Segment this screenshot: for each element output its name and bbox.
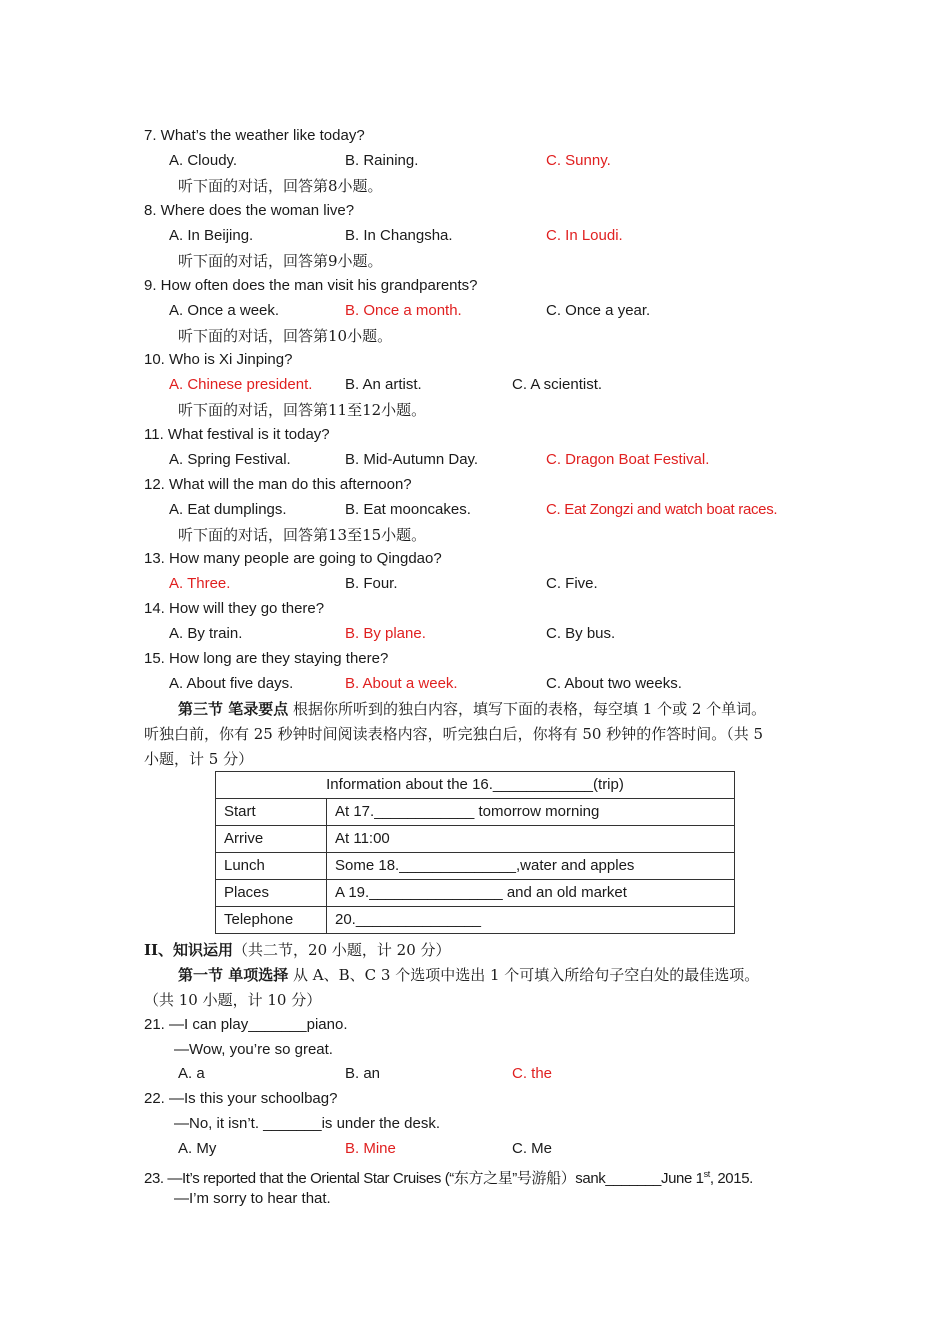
question-23-reply: —I’m sorry to hear that. xyxy=(174,1190,331,1207)
info-table xyxy=(215,771,735,934)
section-3-instructions: 根据你所听到的独白内容，填写下面的表格，每空填 1 个或 2 个单词。 xyxy=(293,700,767,718)
question-21-reply: —Wow, you’re so great. xyxy=(174,1041,333,1058)
option-c: C. Five. xyxy=(546,575,598,592)
option-b-answer: B. About a week. xyxy=(345,675,458,692)
option-b: B. Four. xyxy=(345,575,398,592)
table-value: At 11:00 xyxy=(327,826,735,853)
question-7: 7. What’s the weather like today? xyxy=(144,127,365,144)
direction: 听下面的对话，回答第9小题。 xyxy=(178,252,383,270)
table-row xyxy=(216,799,735,826)
option-b-answer: B. By plane. xyxy=(345,625,426,642)
option-b: B. Raining. xyxy=(345,152,419,169)
option-a: A. In Beijing. xyxy=(169,227,254,244)
section-3-heading xyxy=(178,699,766,719)
table-row xyxy=(216,907,735,934)
option-a: A. My xyxy=(178,1140,217,1157)
table-value: Some 18.______________,water and apples xyxy=(327,853,735,880)
question-23-year: , 2015. xyxy=(709,1170,753,1187)
section-1-heading xyxy=(178,965,759,985)
option-b-answer: B. Once a month. xyxy=(345,302,462,319)
table-row xyxy=(216,880,735,907)
table-key: Start xyxy=(216,799,327,826)
option-a: A. About five days. xyxy=(169,675,294,692)
option-c: C. Once a year. xyxy=(546,302,651,319)
question-9: 9. How often does the man visit his grandparents? xyxy=(144,277,478,294)
table-key: Places xyxy=(216,880,327,907)
part-2-title: II、知识运用 xyxy=(144,941,234,959)
section-1-instructions-2: （共 10 小题，计 10 分） xyxy=(144,991,322,1009)
direction: 听下面的对话，回答第8小题。 xyxy=(178,177,383,195)
option-b: B. In Changsha. xyxy=(345,227,453,244)
question-11: 11. What festival is it today? xyxy=(144,426,330,443)
question-21: 21. —I can play_______piano. xyxy=(144,1016,348,1033)
table-key: Telephone xyxy=(216,907,327,934)
option-a: A. a xyxy=(178,1065,205,1082)
table-header: Information about the 16.____________(trip) xyxy=(216,772,735,799)
question-23-text: 23. —It’s reported that the Oriental Star Cruises (“东方之星”号游船）sank_______June 1 xyxy=(144,1170,704,1187)
table-key: Lunch xyxy=(216,853,327,880)
option-a: A. Once a week. xyxy=(169,302,280,319)
option-a: A. Eat dumplings. xyxy=(169,501,287,518)
option-c-answer: C. In Loudi. xyxy=(546,227,623,244)
option-c-answer: C. Eat Zongzi and watch boat races. xyxy=(546,501,778,518)
question-12: 12. What will the man do this afternoon? xyxy=(144,476,412,493)
option-c: C. Me xyxy=(512,1140,553,1157)
option-b: B. An artist. xyxy=(345,376,422,393)
part-2-heading xyxy=(144,940,451,960)
option-a: A. By train. xyxy=(169,625,243,642)
option-a: A. Cloudy. xyxy=(169,152,238,169)
table-header-row xyxy=(216,772,735,799)
option-b: B. Mid-Autumn Day. xyxy=(345,451,479,468)
part-2-info: （共二节，20 小题，计 20 分） xyxy=(233,941,451,959)
section-3-title: 第三节 笔录要点 xyxy=(178,700,289,718)
direction: 听下面的对话，回答第10小题。 xyxy=(178,327,393,345)
table-value: 20._______________ xyxy=(327,907,735,934)
option-a: A. Spring Festival. xyxy=(169,451,291,468)
section-3-instructions-2: 听独白前，你有 25 秒钟时间阅读表格内容，听完独白后，你将有 50 秒钟的作答时间。（共 5 xyxy=(144,725,764,743)
section-1-instructions: 从 A、B、C 3 个选项中选出 1 个可填入所给句子空白处的最佳选项。 xyxy=(293,966,760,984)
table-key: Arrive xyxy=(216,826,327,853)
question-10: 10. Who is Xi Jinping? xyxy=(144,351,293,368)
option-a-answer: A. Three. xyxy=(169,575,231,592)
direction: 听下面的对话，回答第11至12小题。 xyxy=(178,401,427,419)
table-value: A 19.________________ and an old market xyxy=(327,880,735,907)
section-1-title: 第一节 单项选择 xyxy=(178,966,289,984)
option-c-answer: C. Sunny. xyxy=(546,152,611,169)
direction: 听下面的对话，回答第13至15小题。 xyxy=(178,526,427,544)
question-22: 22. —Is this your schoolbag? xyxy=(144,1090,338,1107)
option-c: C. About two weeks. xyxy=(546,675,682,692)
question-22-reply: —No, it isn’t. _______is under the desk. xyxy=(174,1115,440,1132)
table-row xyxy=(216,826,735,853)
question-8: 8. Where does the woman live? xyxy=(144,202,355,219)
option-c-answer: C. the xyxy=(512,1065,553,1082)
option-b: B. an xyxy=(345,1065,381,1082)
table-value: At 17.____________ tomorrow morning xyxy=(327,799,735,826)
option-b: B. Eat mooncakes. xyxy=(345,501,471,518)
option-b-answer: B. Mine xyxy=(345,1140,396,1157)
option-c: C. A scientist. xyxy=(512,376,603,393)
option-a-answer: A. Chinese president. xyxy=(169,376,313,393)
ordinal-suffix: st xyxy=(703,1169,710,1179)
section-3-instructions-3: 小题，计 5 分） xyxy=(144,750,254,768)
option-c: C. By bus. xyxy=(546,625,616,642)
question-23 xyxy=(144,1164,753,1189)
option-c-answer: C. Dragon Boat Festival. xyxy=(546,451,710,468)
question-14: 14. How will they go there? xyxy=(144,600,325,617)
question-13: 13. How many people are going to Qingdao? xyxy=(144,550,442,567)
table-row xyxy=(216,853,735,880)
question-15: 15. How long are they staying there? xyxy=(144,650,389,667)
